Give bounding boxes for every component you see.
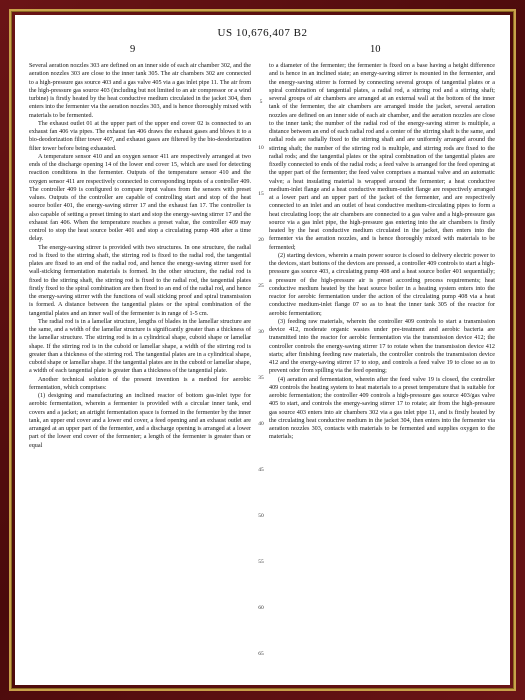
patent-page — [15, 15, 510, 685]
paragraph: A temperature sensor 410 and an oxygen sensor 411 are respectively arranged at two ends of the discharge opening 14 of the lower end cover 15, which are used for detecting reaction conditions in the fermenter. Outputs of the temperature sensor 410 and the oxygen sensor 411 are respectively connected to corresponding inputs of a controller 409. The controller 409 is configured to compare input values from the sensors with preset values. Outputs of the controller are capable of controlling start and stop of the heat source boiler 401, the energy-saving stirrer 17 and the exhaust fan 17. The controller is also capable of setting a preset timing to start and stop the energy-saving stirrer 17 and the exhaust fan 406. When the temperature reaches a preset value, the controller 409 may control to stop the heat source boiler 401 and stop a circulating pump 408 after a time delay. — [29, 153, 251, 243]
line-number: 40 — [258, 420, 264, 427]
paragraph: (4) aeration and fermentation, wherein after the feed valve 19 is closed, the controller 409 controls the heating system to heat materials to a preset temperature that is suitable for aerobic fermentation; the controller 409 controls a high-pressure gas source 403/gas valve 405 to start, and controls the energy-saving stirrer 17 to rotate; air from the high-pressure gas source 403 enters into air chambers 302 via a gas inlet pipe 11, and is firstly heated by the circulating heat conductive medium in the jacket 304, then enters into the fermenter via aeration nozzles 303, contacts with materials to be fermented and supplies oxygen to the materials; — [269, 376, 495, 441]
line-number: 15 — [258, 190, 264, 197]
line-number: 30 — [258, 328, 264, 335]
line-number: 35 — [258, 374, 264, 381]
left-column-number: 9 — [130, 44, 136, 55]
paragraph: (3) feeding raw materials, wherein the controller 409 controls to start a transmission device 412, moderate organic wastes under pre-treatment and aerobic bacteria are transmitted into the reactor for aerobic fermentation via the transmission device 412; the controller controls the energy-saving stirrer 17 to rotate when the transmission device 412 starts; after finishing feeding raw materials, the controller controls the transmission device 412 and the energy-saving stirrer 17 to stop, and controls a feed valve 19 to close so as to prevent odor from spilling via the feed opening; — [269, 318, 495, 375]
paragraph: The exhaust outlet 01 at the upper part of the upper end cover 02 is connected to an exhaust fan 406 via pipes. The exhaust fan 406 draws the exhaust gases and blows it to a bio-deodorization filter tower 407, and exhaust gases are filtered by the bio-deodorization filter tower before being exhausted. — [29, 120, 251, 152]
paragraph: (2) starting devices, wherein a main power source is closed to delivery electric power to the devices, start buttons of the devices are pressed, a controller 409 controls to start a high-pressure gas source 403, a circulating pump 408 and a heat source boiler 401 sequentially; a pressure of the high-pressure air is preset according process requirements; heat conductive medium heated by the heat source boiler in a heating system enters into the reactor for aerobic fermentation under the action of the circulating pump 408 via a heat conductive medium-inlet flange 07 so as to heat the inner tank 305 of the reactor for aerobic fermentation; — [269, 252, 495, 317]
right-column-number: 10 — [370, 44, 381, 55]
patent-number: US 10,676,407 B2 — [217, 27, 308, 39]
line-number: 65 — [258, 650, 264, 657]
paragraph: The energy-saving stirrer is provided with two structures. In one structure, the radial rod is fixed to the stirring shaft, the stirring rod is fixed to the radial rod, the tangential plates are fixed to an end of the radial rod, and hence the energy-saving stirrer used for wall-sticking fermentation materials is formed. In the other structure, the radial rod is fixed to the stirring shaft, the stirring rod is fixed to the radial rod, the tangential plates firstly fixed to the spiral combination are then fixed to an end of the radial rod, and hence the energy-saving stirrer with the functions of wall sticking proof and spiral transmission is formed. A distance between the tangential plates or the spiral combination of the tangential plates and an inner wall of the fermenter is in range of 1-5 cm. — [29, 244, 251, 317]
paragraph: Several aeration nozzles 303 are defined on an inner side of each air chamber 302, and the aeration nozzles 303 are close to the inner tank 305. The air chambers 302 are connected to a high-pressure gas source 403 and a gas valve 405 via a gas inlet pipe 11. The air from the high-pressure gas source 403 (including but not limited to an air compressor or a wind turbine) is firstly heated by the heat conductive medium circulated in the jacket 304, then enters into the fermenter via the aeration nozzles 303, and is hence thoroughly mixed with materials to be fermented. — [29, 63, 251, 119]
paragraph: The radial rod is in a lamellar structure, lengths of blades in the lamellar structure are the same, and a width of the lamellar structure is significantly greater than a thickness of the lamellar structure. The stirring rod is in a cylindrical shape, cuboid shape or lamellar shape. If the stirring rod is in the cuboid or lamellar shape, a width of the stirring rod is greater than a thickness of the stirring rod. The tangential plates are in a cylindrical shape, cuboid shape or lamellar shape. If the tangential plates are in the cuboid or lamellar shape, a width of each tangential plate is greater than a thickness of the tangential plate. — [29, 318, 251, 375]
line-number-gutter — [255, 62, 267, 677]
right-text-column — [269, 62, 495, 677]
paragraph: Another technical solution of the present invention is a method for aerobic fermentation, which comprises: — [29, 376, 251, 391]
paragraph: (1) designing and manufacturing an inclined reactor of bottom gas-inlet type for aerobic fermentation, wherein a fermenter is provided with a circular inner tank, end covers and a jacket; an airtight fermentation space is formed in the fermenter by the inner tank, an upper end cover and a lower end cover, a feed opening and an exhaust outlet are arranged at an upper part of the fermenter, and a discharge opening is arranged at a lower part of the lower end cover of the fermenter; a length of the fermenter is greater than or equal — [29, 393, 251, 449]
line-number: 50 — [258, 512, 264, 519]
line-number: 10 — [258, 144, 264, 151]
line-number: 20 — [258, 236, 264, 243]
line-number: 60 — [258, 604, 264, 611]
paragraph: to a diameter of the fermenter; the fermenter is fixed on a base having a height difference and is hence in an inclined state; an energy-saving stirrer is mounted in the fermenter, and the energy-saving stirrer is formed by connecting several groups of tangential plates or a spiral combination of tangential plates, a radial rod, a stirring rod and a stirring shaft; several groups of air chambers are arranged at an external wall at the bottom of the inner tank of the fermenter, the air chambers are arranged inside the jacket, several aeration nozzles are defined on an inner side of each air chamber, and the aeration nozzles are close to the inner tank; the number of the radial rod of the energy-saving stirrer is multiple, a distance between an end of each radial rod and a center of the stirring shaft is the same, and radial rods are radially fixed to the stirring shaft and are uniformly arranged around the stirring shaft; the number of the stirring rod is multiple, and stirring rods are fixed to the radial rods; and the tangential plates or the spiral combination of the tangential plates are fixedly connected to ends of the radial rods; a feed valve is arranged for the feed opening at the upper part of the fermenter; the feed valve comprises a manual valve and an automatic valve; a heat insulating material is wrapped around the fermenter; a heat conductive medium-inlet flange and a heat conductive medium-outlet flange are respectively arranged at a lower part and an upper part of the jacket of the fermenter, and are respectively connected to an inlet and an outlet of heat conductive medium-circulating pipes to form a heat circulating loop; the air chambers are connected to a gas valve and a high-pressure gas source via a gas inlet pipe, the high-pressure gas entering into the air chambers is firstly heated by the heat conductive medium circulated in the jacket, then enters into the fermenter via the aeration nozzles, and is hence thoroughly mixed with materials to be fermented; — [269, 63, 495, 251]
line-number: 45 — [258, 466, 264, 473]
left-text-column — [29, 62, 251, 677]
line-number: 25 — [258, 282, 264, 289]
line-number: 55 — [258, 558, 264, 565]
line-number: 5 — [259, 98, 263, 105]
